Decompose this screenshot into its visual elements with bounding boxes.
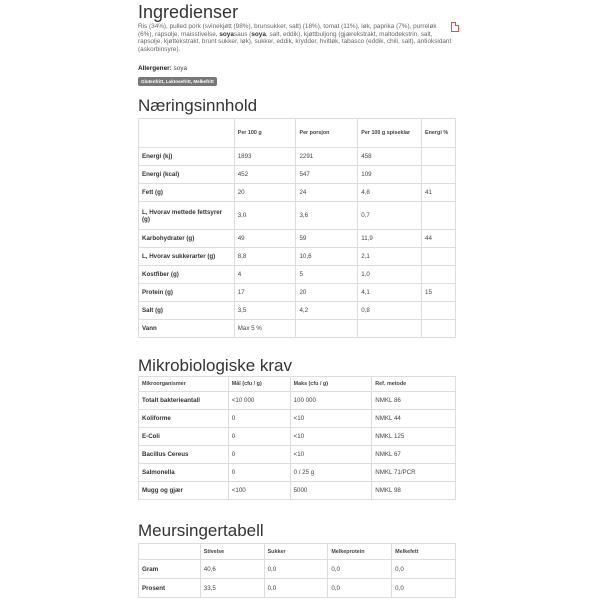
- table-cell: 0,0: [392, 579, 456, 598]
- table-cell: 0,7: [358, 202, 422, 230]
- meursinger-title: Meursingertabell: [138, 521, 264, 540]
- table-row: [139, 184, 456, 202]
- table-cell: <100: [228, 482, 290, 500]
- table-header-cell: Per 100 g: [234, 119, 296, 148]
- table-cell: 0,0: [328, 579, 392, 598]
- table-cell: NMKL 44: [372, 410, 456, 428]
- sub-item-marker: L,: [142, 208, 150, 216]
- table-header-cell: Maks (cfu / g): [290, 377, 372, 392]
- table-cell: 11,9: [358, 230, 422, 248]
- meursinger-table: [138, 543, 456, 598]
- row-label: [139, 446, 229, 464]
- row-label-text: Energi (kj): [142, 153, 173, 160]
- table-cell: 452: [234, 166, 296, 184]
- table-cell: 547: [296, 166, 358, 184]
- table-header-cell: Ref. metode: [372, 377, 456, 392]
- table-cell: 17: [234, 284, 296, 302]
- table-row: [139, 410, 456, 428]
- table-cell: 0 / 25 g: [290, 464, 372, 482]
- table-cell: 3,5: [234, 302, 296, 320]
- table-header-cell: [139, 119, 235, 148]
- table-header-row: [139, 119, 456, 148]
- row-label-text: Salmonella: [142, 469, 175, 476]
- row-label-text: Koliforme: [142, 415, 171, 422]
- table-row: [139, 428, 456, 446]
- table-row: [139, 284, 456, 302]
- table-header-cell: Stivelse: [200, 544, 264, 560]
- table-cell: 0,0: [328, 560, 392, 579]
- table-cell: NMKL 71/PCR: [372, 464, 456, 482]
- allergen-label: Allergener:: [138, 65, 172, 72]
- table-header-row: [139, 377, 456, 392]
- table-cell: NMKL 98: [372, 482, 456, 500]
- table-cell: <10: [290, 410, 372, 428]
- table-row: [139, 482, 456, 500]
- table-cell: NMKL 86: [372, 392, 456, 410]
- table-cell: 1893: [234, 148, 296, 166]
- row-label-text: Hvorav mettede fettsyrer (g): [142, 208, 223, 223]
- table-cell: <10: [290, 446, 372, 464]
- allergen-highlight: soya: [251, 30, 266, 38]
- table-cell: NMKL 125: [372, 428, 456, 446]
- table-header-cell: Melkefett: [392, 544, 456, 560]
- table-cell: 40,6: [200, 560, 264, 579]
- table-header-cell: Energi %: [422, 119, 456, 148]
- table-cell: 15: [422, 284, 456, 302]
- row-label: [139, 184, 235, 202]
- table-cell: NMKL 67: [372, 446, 456, 464]
- table-cell: 0: [228, 464, 290, 482]
- table-row: [139, 230, 456, 248]
- ingredients-segment: saus (: [233, 30, 252, 38]
- sub-item-marker: L,: [142, 253, 150, 260]
- table-cell: 0: [228, 410, 290, 428]
- table-cell: 1,0: [358, 266, 422, 284]
- micro-table: [138, 376, 456, 500]
- table-cell: 4,1: [358, 284, 422, 302]
- row-label: [139, 560, 201, 579]
- ingredients-segment: Ris (34%), pulled pork (svinekjøtt (98%), brunsukker, salt) (18%), tomat (11%), løk, paprika (7%), purreløk (6%), rapsolje, maisstivelse,: [138, 23, 437, 38]
- allergen-line: [138, 65, 187, 72]
- table-cell: [358, 320, 422, 338]
- table-cell: [422, 266, 456, 284]
- row-label: [139, 202, 235, 230]
- table-header-cell: Melkeprotein: [328, 544, 392, 560]
- row-label-text: Protein (g): [142, 289, 173, 296]
- table-cell: 24: [296, 184, 358, 202]
- row-label: [139, 482, 229, 500]
- table-header-row: [139, 544, 456, 560]
- table-cell: 0,8: [358, 302, 422, 320]
- nutrition-table: [138, 118, 456, 338]
- table-row: [139, 166, 456, 184]
- table-cell: 100 000: [290, 392, 372, 410]
- table-cell: 4,2: [296, 302, 358, 320]
- row-label: [139, 320, 235, 338]
- row-label: [139, 248, 235, 266]
- table-row: [139, 446, 456, 464]
- table-cell: 2291: [296, 148, 358, 166]
- pdf-file-icon[interactable]: [451, 22, 459, 32]
- table-header-cell: Sukker: [264, 544, 328, 560]
- table-cell: 109: [358, 166, 422, 184]
- table-row: [139, 266, 456, 284]
- table-row: [139, 148, 456, 166]
- table-cell: <10: [290, 428, 372, 446]
- row-label: [139, 302, 235, 320]
- table-cell: [422, 166, 456, 184]
- table-cell: 458: [358, 148, 422, 166]
- row-label: [139, 579, 201, 598]
- row-label-text: Kostfiber (g): [142, 271, 179, 278]
- table-cell: [422, 202, 456, 230]
- row-label-text: Karbohydrater (g): [142, 235, 195, 242]
- table-row: [139, 202, 456, 230]
- row-label: [139, 148, 235, 166]
- table-row: [139, 464, 456, 482]
- table-cell: [422, 148, 456, 166]
- table-cell: 5: [296, 266, 358, 284]
- table-cell: [422, 320, 456, 338]
- row-label-text: Mugg og gjær: [142, 487, 183, 494]
- table-cell: Max 5 %: [234, 320, 296, 338]
- table-cell: 59: [296, 230, 358, 248]
- table-header-cell: Per porsjon: [296, 119, 358, 148]
- table-cell: 20: [234, 184, 296, 202]
- ingredients-segment: , salt, eddik), kjøttbuljong (gjærekstrakt, maltodekstrin, salt, rapsolje, kjøttekstrakt, brunt sukker, løk), sukker, eddik, krydder, hvitløk, tabasco (eddik, chili, salt), antioksidant (askorbinsyre).: [138, 30, 452, 53]
- table-cell: 0,0: [264, 560, 328, 579]
- table-cell: 20: [296, 284, 358, 302]
- row-label: [139, 428, 229, 446]
- row-label-text: Vann: [142, 325, 157, 332]
- row-label: [139, 284, 235, 302]
- table-row: [139, 560, 456, 579]
- table-cell: 33,5: [200, 579, 264, 598]
- row-label-text: Gram: [142, 565, 159, 573]
- table-header-cell: Per 100 g spiseklar: [358, 119, 422, 148]
- allergen-highlight: soya: [219, 30, 234, 38]
- table-cell: 49: [234, 230, 296, 248]
- diet-badge: Glutenfritt, Laktosefritt, Melkefritt: [138, 77, 217, 86]
- table-cell: 4,8: [358, 184, 422, 202]
- table-cell: [422, 248, 456, 266]
- row-label-text: Salt (g): [142, 307, 163, 314]
- row-label: [139, 266, 235, 284]
- row-label-text: E-Coli: [142, 433, 160, 440]
- table-header-cell: Mikroorganismer: [139, 377, 229, 392]
- table-cell: 10,6: [296, 248, 358, 266]
- row-label: [139, 410, 229, 428]
- table-cell: 4: [234, 266, 296, 284]
- table-row: [139, 302, 456, 320]
- table-cell: 5000: [290, 482, 372, 500]
- row-label-text: Bacillus Cereus: [142, 451, 189, 458]
- nutrition-title: Næringsinnhold: [138, 96, 258, 115]
- row-label: [139, 392, 229, 410]
- row-label-text: Energi (kcal): [142, 171, 180, 178]
- ingredients-title: Ingredienser: [138, 2, 239, 22]
- table-cell: 0,0: [264, 579, 328, 598]
- table-cell: 8,8: [234, 248, 296, 266]
- table-cell: [422, 302, 456, 320]
- table-cell: 0: [228, 446, 290, 464]
- row-label: [139, 230, 235, 248]
- table-header-cell: Mål (cfu / g): [228, 377, 290, 392]
- table-header-cell: [139, 544, 201, 560]
- row-label-text: Fett (g): [142, 189, 163, 196]
- ingredients-text: [138, 23, 452, 53]
- table-row: [139, 392, 456, 410]
- row-label-text: Totalt bakterieantall: [142, 397, 200, 404]
- row-label: [139, 166, 235, 184]
- row-label-text: Prosent: [142, 584, 166, 592]
- table-cell: 0,0: [392, 560, 456, 579]
- table-row: [139, 248, 456, 266]
- table-cell: 0: [228, 428, 290, 446]
- table-row: [139, 579, 456, 598]
- table-cell: 44: [422, 230, 456, 248]
- table-cell: 3,6: [296, 202, 358, 230]
- row-label: [139, 464, 229, 482]
- table-cell: 41: [422, 184, 456, 202]
- table-row: [139, 320, 456, 338]
- table-cell: 2,1: [358, 248, 422, 266]
- row-label-text: Hvorav sukkerarter (g): [149, 253, 216, 260]
- micro-title: Mikrobiologiske krav: [138, 356, 292, 375]
- table-cell: 3,0: [234, 202, 296, 230]
- table-cell: <10 000: [228, 392, 290, 410]
- allergen-value: soya: [173, 65, 188, 72]
- table-cell: [296, 320, 358, 338]
